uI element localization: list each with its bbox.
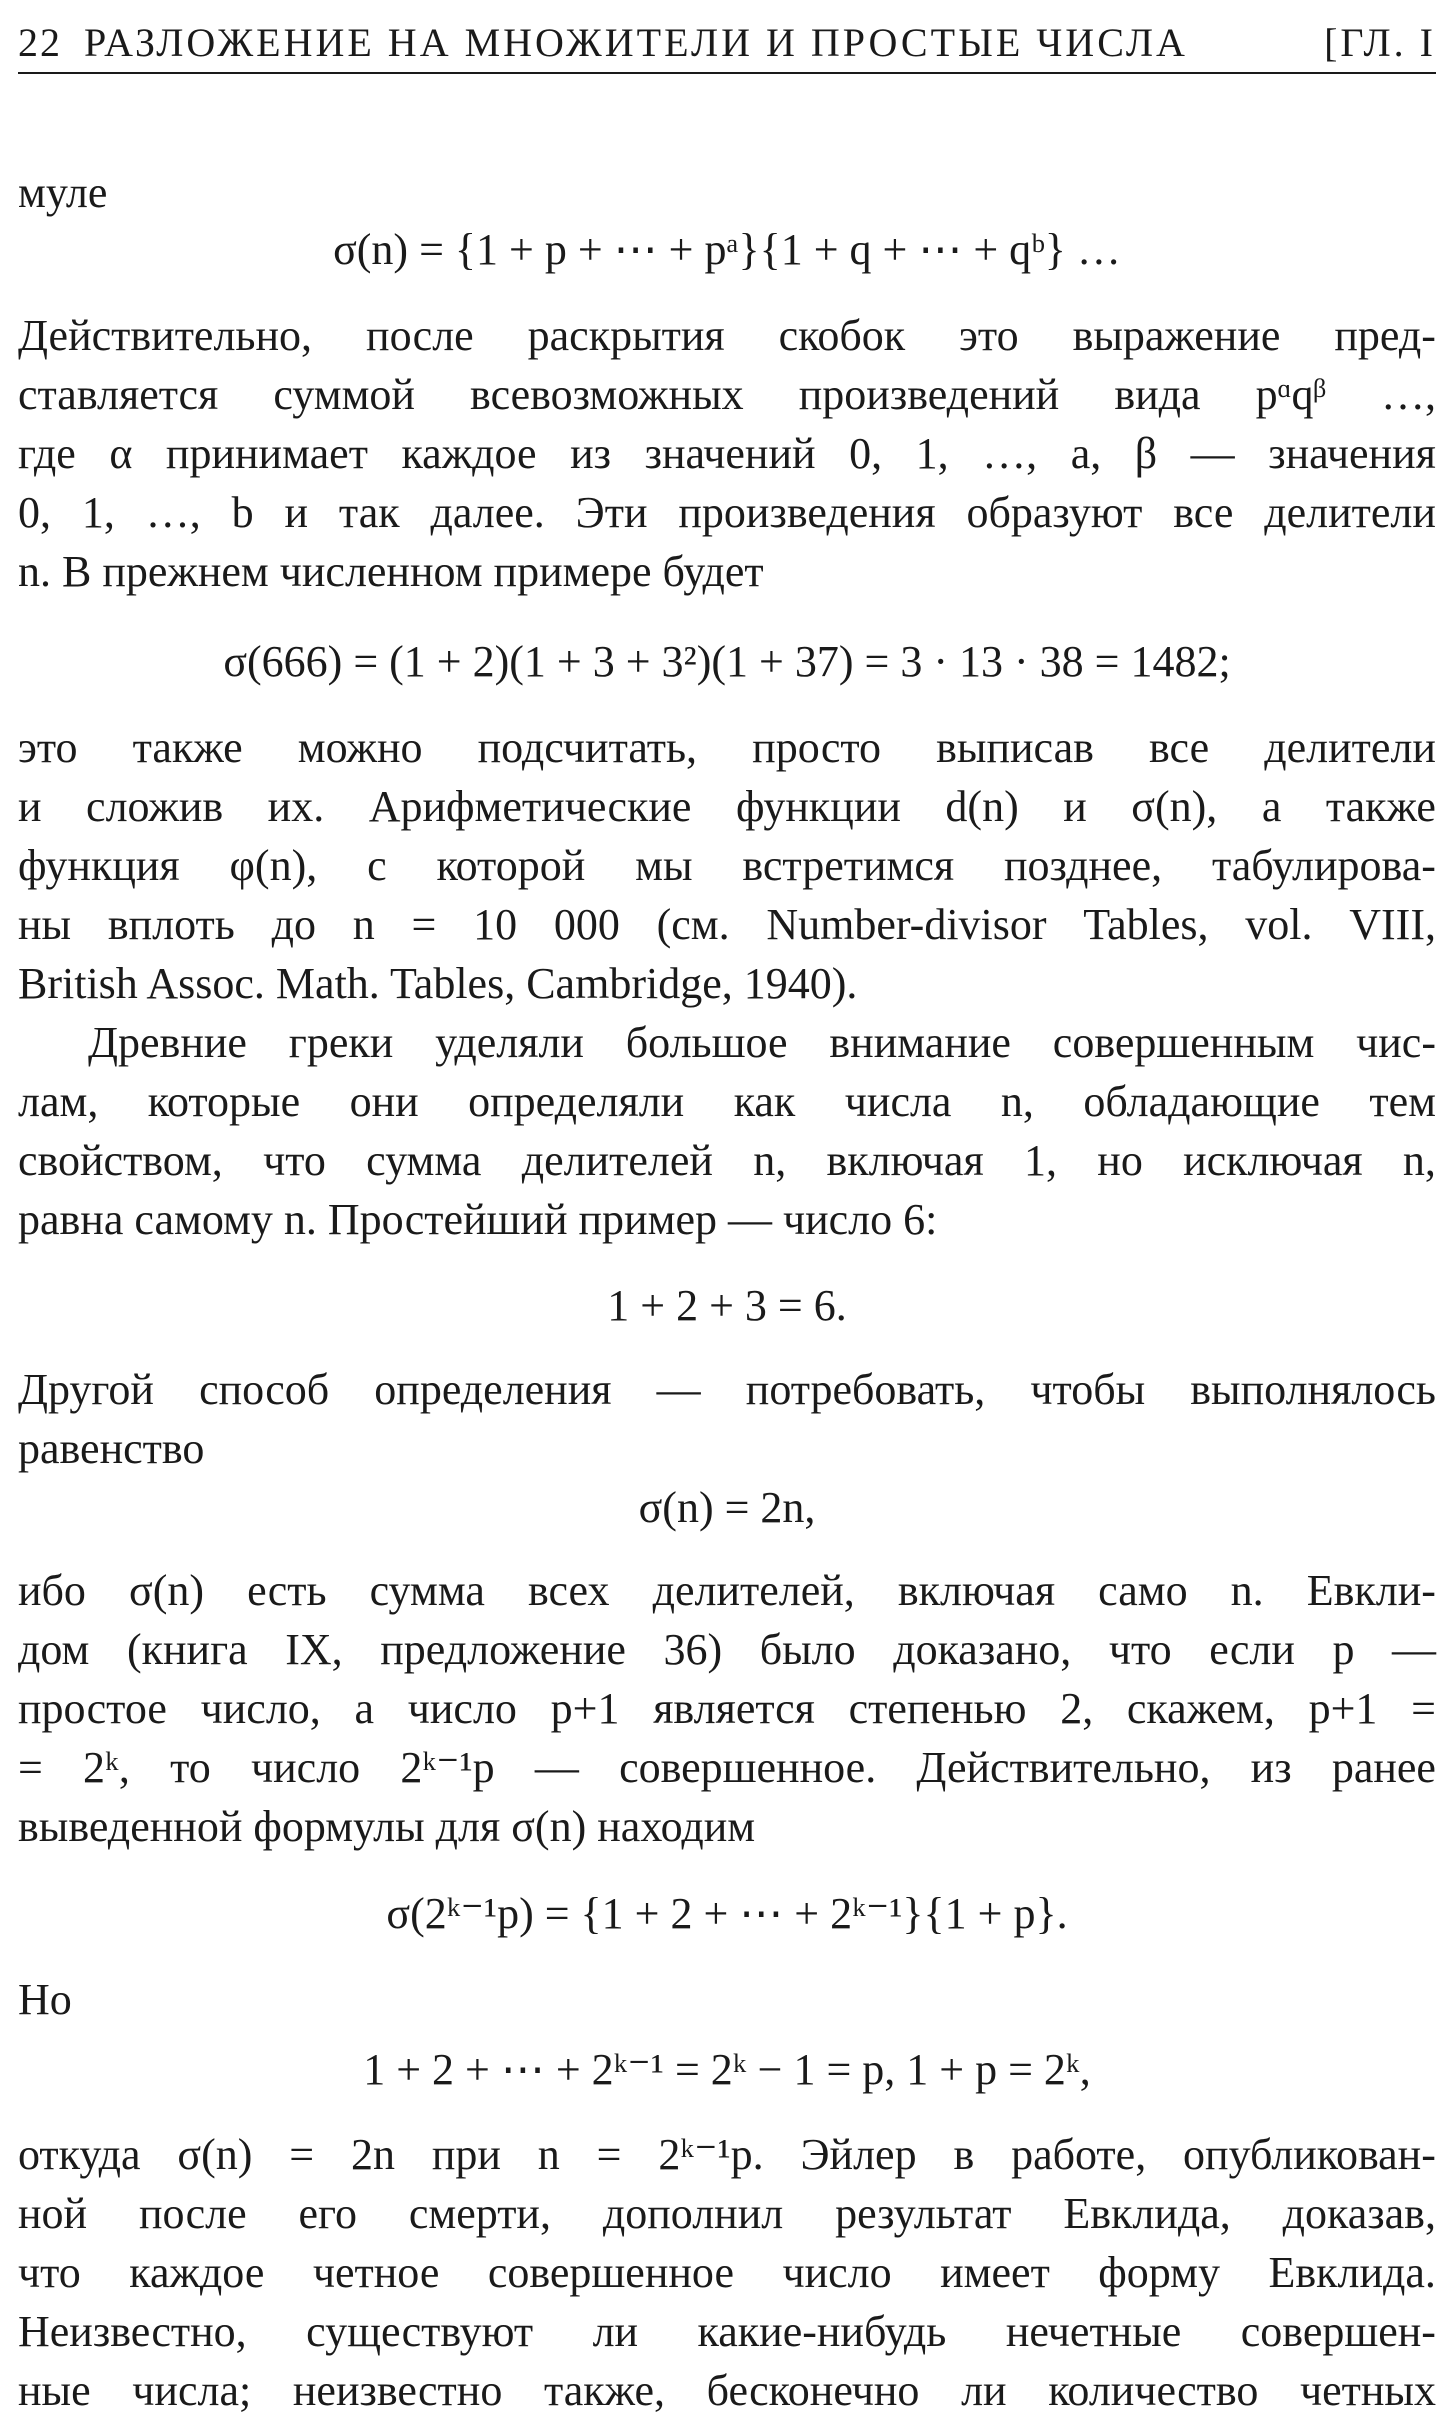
text-line: 0, 1, …, b и так далее. Эти произведения образуют все делители [18,488,1436,537]
text-line: n. В прежнем численном примере будет [18,547,764,596]
text-line: дом (книга IX, предложение 36) было доказано, что если p — [18,1625,1436,1674]
text-line: это также можно подсчитать, просто выписав все делители [18,723,1436,772]
running-title: РАЗЛОЖЕНИЕ НА МНОЖИТЕЛИ И ПРОСТЫЕ ЧИСЛА [84,19,1188,65]
text-line: равенство [18,1424,205,1473]
text-line: Неизвестно, существуют ли какие-нибудь нечетные совершен- [18,2307,1436,2356]
text-line: Другой способ определения — потребовать, чтобы выполнялось [18,1365,1436,1414]
text-line: ставляется суммой всевозможных произведений вида pᵅqᵝ …, [18,370,1436,419]
text-line: равна самому n. Простейший пример — число 6: [18,1195,938,1244]
text-line: Действительно, после раскрытия скобок это выражение пред- [18,311,1436,360]
formula-sigma-euclid: σ(2ᵏ⁻¹p) = {1 + 2 + ⋯ + 2ᵏ⁻¹}{1 + p}. [386,1889,1068,1938]
formula-sigma-2n: σ(n) = 2n, [638,1483,816,1532]
text-line: где α принимает каждое из значений 0, 1, …, a, β — значения [18,429,1436,478]
text-line: функция φ(n), с которой мы встретимся позднее, табулирова- [18,841,1436,890]
chapter-label: [ГЛ. I [1324,19,1436,65]
text-line: ны вплоть до n = 10 000 (см. Number-divisor Tables, vol. VIII, [18,900,1436,949]
text-line: ибо σ(n) есть сумма всех делителей, включая само n. Евкли- [18,1566,1436,1615]
text-line: выведенной формулы для σ(n) находим [18,1802,756,1851]
text-line: ные числа; неизвестно также, бесконечно ли количество четных [18,2366,1436,2415]
text-line: свойством, что сумма делителей n, включая 1, но исключая n, [18,1136,1436,1185]
page-number: 22 [18,19,62,65]
text-line: ной после его смерти, дополнил результат Евклида, доказав, [18,2189,1436,2238]
formula-sigma-666: σ(666) = (1 + 2)(1 + 3 + 3²)(1 + 37) = 3 · 13 · 38 = 1482; [223,637,1231,686]
text-line: Древние греки уделяли большое внимание совершенным чис- [88,1018,1436,1067]
text-line: что каждое четное совершенное число имеет форму Евклида. [18,2248,1436,2297]
formula-perfect-six: 1 + 2 + 3 = 6. [607,1281,847,1330]
text-line: = 2ᵏ, то число 2ᵏ⁻¹p — совершенное. Действительно, из ранее [18,1743,1436,1792]
text-line: откуда σ(n) = 2n при n = 2ᵏ⁻¹p. Эйлер в работе, опубликован- [18,2130,1436,2179]
formula-sigma-product: σ(n) = {1 + p + ⋯ + pᵃ}{1 + q + ⋯ + qᵇ} … [333,225,1121,274]
text-line: Но [18,1975,72,2024]
text-line: лам, которые они определяли как числа n, обладающие тем [18,1077,1436,1126]
text-line: муле [18,168,108,217]
formula-geometric-sum: 1 + 2 + ⋯ + 2ᵏ⁻¹ = 2ᵏ − 1 = p, 1 + p = 2ᵏ, [363,2045,1091,2094]
text-line: простое число, а число p+1 является степенью 2, скажем, p+1 = [18,1684,1436,1733]
running-header [18,12,1436,74]
text-line: и сложив их. Арифметические функции d(n) и σ(n), а также [18,782,1436,831]
text-line: British Assoc. Math. Tables, Cambridge, 1940). [18,959,858,1008]
